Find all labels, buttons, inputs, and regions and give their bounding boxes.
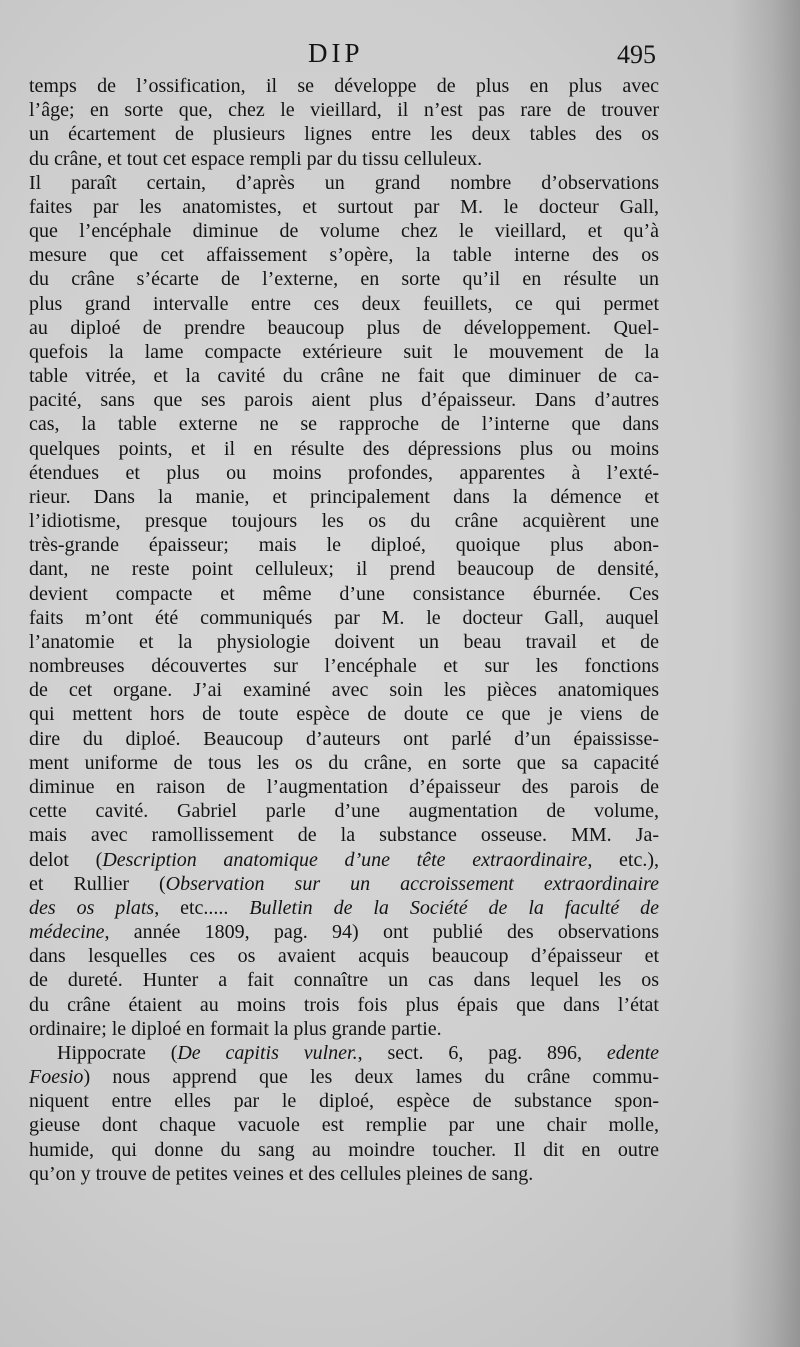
text-line bbox=[29, 1041, 659, 1065]
text-line bbox=[29, 316, 659, 340]
text-line bbox=[29, 557, 659, 581]
line-text: l’âge; en sorte que, chez le vieillard, il n’est pas rare de trouver bbox=[29, 99, 659, 122]
italic-text: edente bbox=[606, 1041, 659, 1064]
text-line bbox=[29, 98, 659, 122]
text-line bbox=[29, 147, 659, 171]
line-text: étendues et plus ou moins profondes, apparentes à l’exté- bbox=[29, 461, 659, 484]
text-line bbox=[29, 388, 659, 412]
line-text: qui mettent hors de toute espèce de doute ce que je viens de bbox=[29, 703, 659, 726]
line-text: table vitrée, et la cavité du crâne ne fait que diminuer de ca- bbox=[29, 365, 659, 388]
text-line bbox=[29, 340, 659, 364]
line-text: quelques points, et il en résulte des dépressions plus ou moins bbox=[29, 437, 659, 460]
text-line bbox=[29, 968, 659, 992]
line-text: dire du diploé. Beaucoup d’auteurs ont parlé d’un épaississe- bbox=[29, 727, 659, 750]
page-number: 495 bbox=[617, 40, 656, 69]
gutter-shadow bbox=[730, 0, 800, 1347]
running-head: DIP bbox=[308, 38, 364, 68]
line-text: du crâne, et tout cet espace rempli par du tissu celluleux. bbox=[29, 147, 483, 170]
text-line bbox=[29, 630, 659, 654]
text-line bbox=[29, 896, 659, 920]
line-text: très-grande épaisseur; mais le diploé, quoique plus abon- bbox=[29, 534, 659, 557]
line-text: dans lesquelles ces os avaient acquis beaucoup d’épaisseur et bbox=[29, 945, 659, 968]
text-line bbox=[29, 799, 659, 823]
line-text: niquent entre elles par le diploé, espèce de substance spon- bbox=[29, 1090, 659, 1113]
line-text: cette cavité. Gabriel parle d’une augmentation de volume, bbox=[29, 800, 659, 823]
text-line bbox=[29, 1113, 659, 1137]
line-text: dant, ne reste point celluleux; il prend beaucoup de densité, bbox=[29, 558, 659, 581]
line-text: plus grand intervalle entre ces deux feuillets, ce qui permet bbox=[29, 292, 659, 315]
line-text: du crâne étaient au moins trois fois plus épais que dans l’état bbox=[29, 993, 659, 1016]
line-text: Hippocrate ( bbox=[57, 1041, 178, 1064]
line-text: du crâne s’écarte de l’externe, en sorte qu’il en résulte un bbox=[29, 268, 659, 291]
text-line bbox=[29, 1065, 659, 1089]
line-text: , année 1809, pag. 94) ont publié des observations bbox=[104, 921, 659, 944]
line-text: gieuse dont chaque vacuole est remplie par une chair molle, bbox=[29, 1114, 659, 1137]
text-line bbox=[29, 1138, 659, 1162]
italic-text: Bulletin de la Société de la faculté de bbox=[249, 896, 660, 919]
line-text: , etc..... bbox=[154, 896, 250, 919]
line-text: un écartement de plusieurs lignes entre les deux tables des os bbox=[29, 123, 659, 146]
line-text: ment uniforme de tous les os du crâne, en sorte que sa capacité bbox=[29, 751, 659, 774]
text-line bbox=[29, 606, 659, 630]
text-line bbox=[29, 533, 659, 557]
text-line bbox=[29, 267, 659, 291]
text-line bbox=[29, 243, 659, 267]
line-text: et Rullier ( bbox=[29, 872, 166, 895]
text-line bbox=[29, 74, 659, 98]
text-line bbox=[29, 1162, 659, 1186]
line-text: l’anatomie et la physiologie doivent un beau travail et de bbox=[29, 630, 659, 653]
text-line bbox=[29, 292, 659, 316]
italic-text: des os plats bbox=[29, 896, 155, 919]
line-text: humide, qui donne du sang au moindre toucher. Il dit en outre bbox=[29, 1138, 659, 1161]
text-line bbox=[29, 509, 659, 533]
text-line bbox=[29, 412, 659, 436]
line-text: mesure que cet affaissement s’opère, la table interne des os bbox=[29, 244, 659, 267]
text-line bbox=[29, 823, 659, 847]
text-line bbox=[29, 219, 659, 243]
text-line bbox=[29, 727, 659, 751]
text-line bbox=[29, 751, 659, 775]
text-line bbox=[29, 944, 659, 968]
line-text: de dureté. Hunter a fait connaître un cas dans lequel les os bbox=[29, 969, 659, 992]
line-text: diminue en raison de l’augmentation d’épaisseur des parois de bbox=[29, 775, 659, 798]
italic-text: Observation sur un accroissement extraordinaire bbox=[165, 872, 660, 895]
line-text: au diploé de prendre beaucoup plus de développement. Quel- bbox=[29, 316, 659, 339]
text-line bbox=[29, 872, 659, 896]
line-text: pacité, sans que ses parois aient plus d’épaisseur. Dans d’autres bbox=[29, 389, 659, 412]
line-text: que l’encéphale diminue de volume chez le vieillard, et qu’à bbox=[29, 220, 659, 243]
italic-text: Foesio bbox=[29, 1066, 84, 1089]
italic-text: Description anatomique d’une tête extraordinaire bbox=[102, 848, 588, 871]
text-line bbox=[29, 461, 659, 485]
line-text: quefois la lame compacte extérieure suit le mouvement de la bbox=[29, 340, 659, 363]
line-text: , sect. 6, pag. 896, bbox=[357, 1041, 607, 1064]
text-line bbox=[29, 1089, 659, 1113]
line-text: nombreuses découvertes sur l’encéphale et sur les fonctions bbox=[29, 655, 659, 678]
line-text: faits m’ont été communiqués par M. le docteur Gall, auquel bbox=[29, 606, 659, 629]
line-text: rieur. Dans la manie, et principalement dans la démence et bbox=[29, 485, 659, 508]
line-text: ordinaire; le diploé en formait la plus grande partie. bbox=[29, 1017, 442, 1040]
text-line bbox=[29, 122, 659, 146]
text-line bbox=[29, 437, 659, 461]
line-text: temps de l’ossification, il se développe de plus en plus avec bbox=[29, 75, 659, 97]
text-line bbox=[29, 582, 659, 606]
line-text: , etc.), bbox=[587, 848, 659, 871]
text-line bbox=[29, 195, 659, 219]
text-line bbox=[29, 1017, 659, 1041]
text-line bbox=[29, 678, 659, 702]
italic-text: médecine bbox=[29, 921, 105, 944]
italic-text: De capitis vulner. bbox=[177, 1041, 358, 1064]
text-line bbox=[29, 485, 659, 509]
text-line bbox=[29, 920, 659, 944]
text-line bbox=[29, 171, 659, 195]
line-text: faites par les anatomistes, et surtout par M. le docteur Gall, bbox=[29, 195, 659, 218]
line-text: cas, la table externe ne se rapproche de l’interne que dans bbox=[29, 413, 659, 436]
text-line bbox=[29, 364, 659, 388]
text-line bbox=[29, 848, 659, 872]
line-text: de cet organe. J’ai examiné avec soin les pièces anatomiques bbox=[29, 679, 659, 702]
text-line bbox=[29, 993, 659, 1017]
text-line bbox=[29, 654, 659, 678]
text-line bbox=[29, 775, 659, 799]
page-header bbox=[0, 38, 800, 78]
line-text: delot ( bbox=[29, 848, 103, 871]
body-text bbox=[29, 74, 659, 1186]
line-text: devient compacte et même d’une consistance éburnée. Ces bbox=[29, 582, 659, 605]
text-line bbox=[29, 702, 659, 726]
line-text: l’idiotisme, presque toujours les os du crâne acquièrent une bbox=[29, 510, 659, 533]
line-text: Il paraît certain, d’après un grand nombre d’observations bbox=[29, 171, 659, 194]
line-text: ) nous apprend que les deux lames du crâne commu- bbox=[83, 1066, 659, 1089]
line-text: mais avec ramollissement de la substance osseuse. MM. Ja- bbox=[29, 824, 659, 847]
line-text: qu’on y trouve de petites veines et des cellules pleines de sang. bbox=[29, 1162, 534, 1185]
